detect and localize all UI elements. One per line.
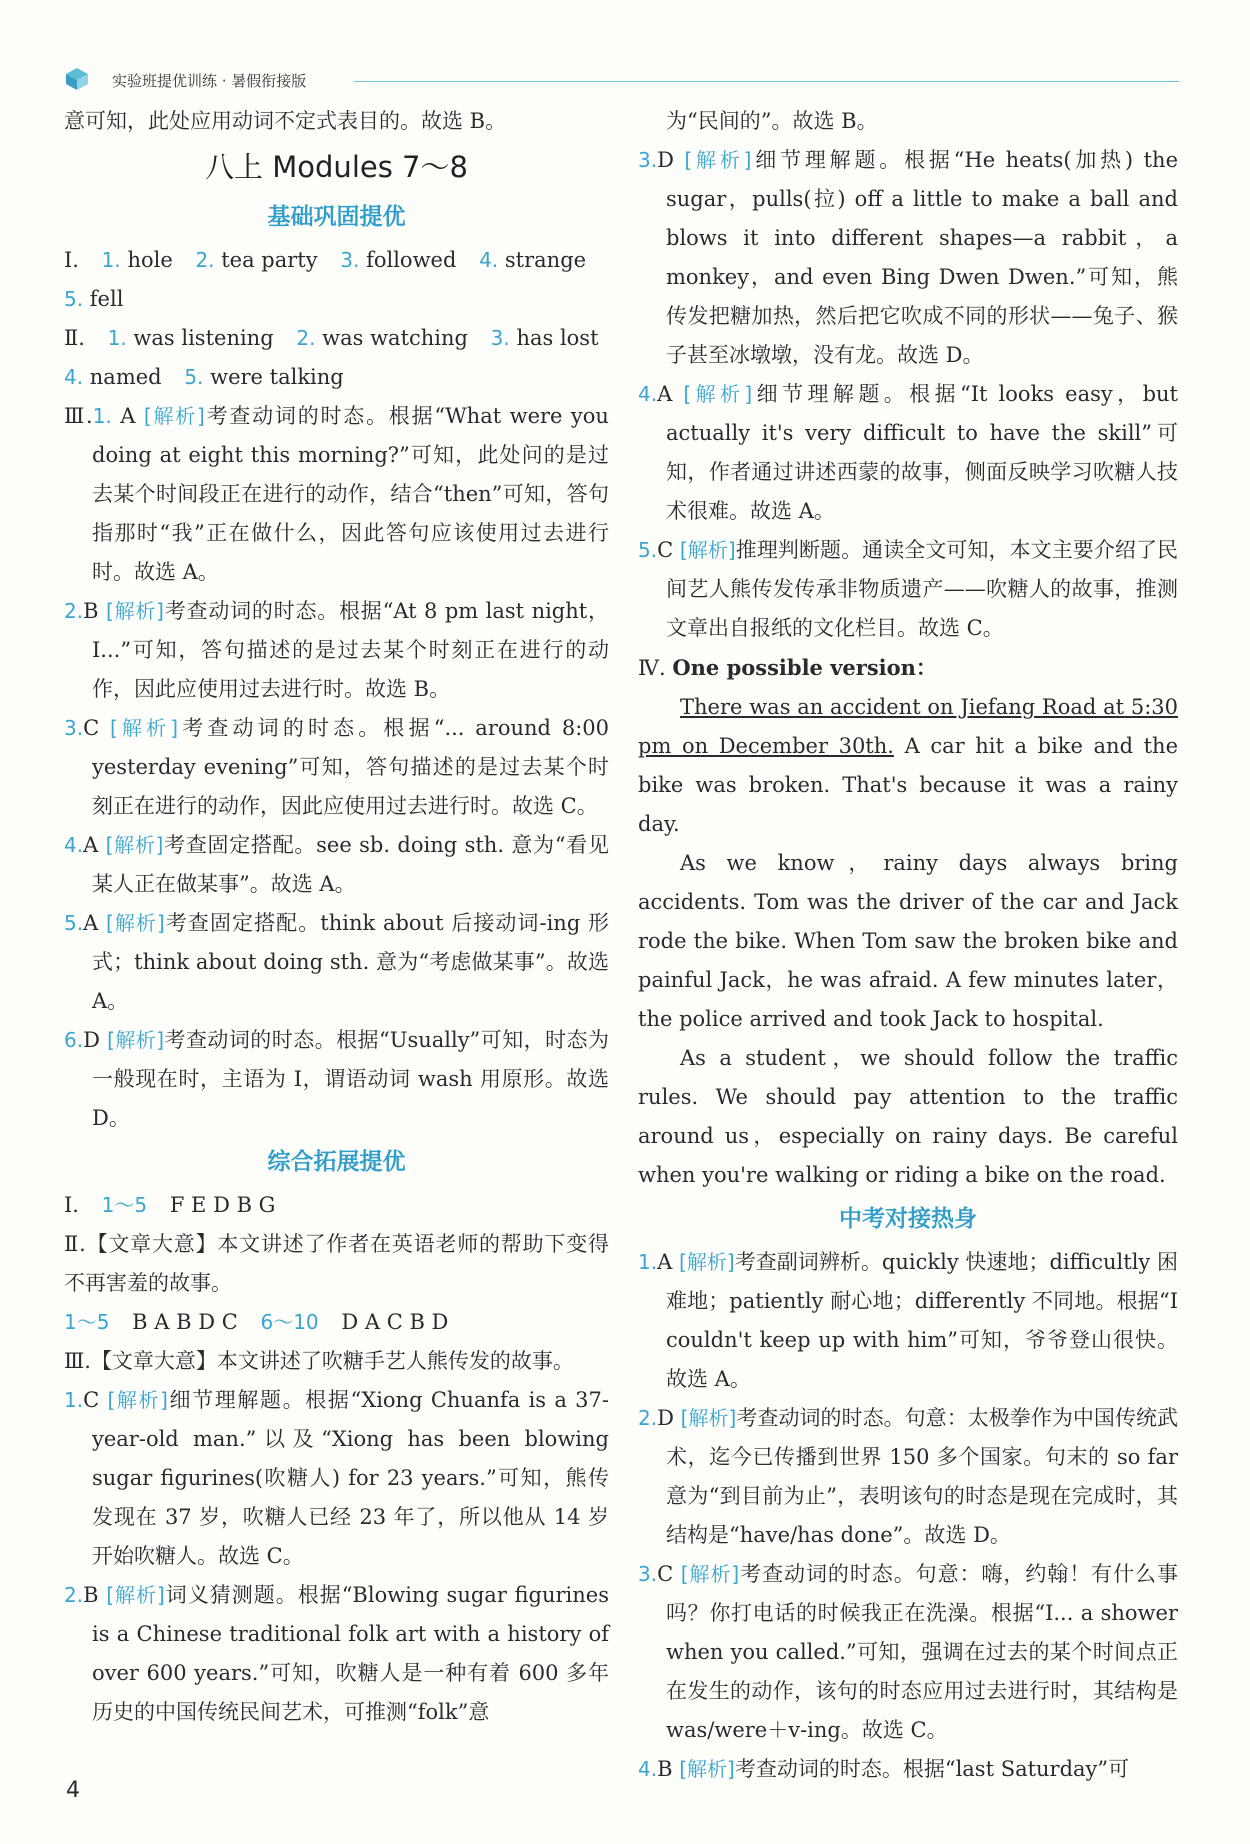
- analysis-tag: [解析]: [680, 1562, 740, 1586]
- answer: was listening: [133, 326, 274, 350]
- item-number: 3.: [340, 248, 360, 272]
- item-number: 3.: [490, 326, 510, 350]
- analysis-tag: [解析]: [110, 716, 179, 740]
- explanation: 考查固定搭配。see sb. doing sth. 意为“看见某人正在做某事”。故选 A。: [92, 833, 609, 896]
- answer: were talking: [210, 365, 344, 389]
- range: 6～10: [260, 1310, 319, 1334]
- item-number: 2.: [64, 599, 84, 623]
- answers: D A C B D: [341, 1310, 449, 1334]
- choice: A: [83, 911, 99, 935]
- explanation: 考查动词的时态。根据“At 8 pm last night，I...”可知，答句描述的是过去某个时刻正在进行的动作，因此应使用过去进行时。故选 B。: [92, 599, 609, 701]
- summary: 【文章大意】本文讲述了吹糖手艺人熊传发的故事。: [90, 1349, 574, 1373]
- choice: C: [83, 716, 100, 740]
- choice: A: [120, 404, 136, 428]
- roman-numeral: Ⅲ.: [64, 1349, 91, 1373]
- page-header: [64, 64, 1179, 98]
- roman-numeral: Ⅰ.: [64, 1193, 79, 1217]
- answer: fell: [89, 287, 124, 311]
- essay-paragraph: As a student，we should follow the traffic rules. We should pay attention to the traffic around us，especially on rainy days. Be careful when you're walking or riding a bike on the road.: [638, 1046, 1178, 1187]
- analysis-tag: [解析]: [105, 833, 164, 857]
- extended-3-item: [638, 141, 1178, 375]
- left-column: [64, 102, 609, 1732]
- item-number: 4.: [638, 382, 658, 406]
- item-number: 6.: [64, 1028, 84, 1052]
- explanation: 考查固定搭配。think about 后接动词-ing 形式；think about doing sth. 意为“考虑做某事”。故选 A。: [92, 911, 610, 1013]
- exercise-3-item: [64, 592, 609, 709]
- header-title: 实验班提优训练 · 暑假衔接版: [112, 72, 307, 90]
- exam-item: [638, 1243, 1178, 1399]
- exercise-3-item: [64, 1021, 609, 1138]
- answer: followed: [366, 248, 457, 272]
- item-number: 1.: [64, 1388, 84, 1412]
- choice: C: [657, 1562, 674, 1586]
- exam-item: [638, 1399, 1178, 1555]
- extended-3-item: [638, 531, 1178, 648]
- item-number: 5.: [64, 911, 84, 935]
- item-number: 3.: [638, 148, 658, 172]
- analysis-tag: [解析]: [106, 599, 164, 623]
- right-column: [638, 102, 1178, 1789]
- choice: D: [657, 148, 674, 172]
- analysis-tag: [解析]: [143, 404, 205, 428]
- explanation: 细节理解题。根据“He heats(加热) the sugar，pulls(拉) off a little to make a ball and blows it into different shapes—a rabbit，a monkey，and even Bing Dwen Dwen.”可知，熊传发把糖加热，然后把它吹成不同的形状——兔子、猴子甚至冰墩墩，没有龙。故选 D。: [666, 148, 1178, 367]
- extended-2: [64, 1225, 609, 1303]
- item-number: 2.: [638, 1406, 658, 1430]
- explanation: 词义猜测题。根据“Blowing sugar figurines is a Chinese traditional folk art with a history of over 600 years.”可知，吹糖人是一种有着 600 多年历史的中国传统民间艺术，可推测“folk”意: [92, 1583, 609, 1724]
- summary: 【文章大意】本文讲述了作者在英语老师的帮助下变得不再害羞的故事。: [64, 1232, 610, 1295]
- continued-line: 意可知，此处应用动词不定式表目的。故选 B。: [64, 109, 507, 133]
- essay-text: A car hit a bike and the bike was broken. That's because it was a rainy day.: [638, 734, 1179, 836]
- module-title: 八上 Modules 7～8: [205, 150, 468, 184]
- answer: has lost: [516, 326, 599, 350]
- analysis-tag: [解析]: [683, 382, 753, 406]
- answer: strange: [504, 248, 587, 272]
- extended-3-item: [64, 1576, 609, 1732]
- choice: C: [83, 1388, 100, 1412]
- item-number: 1.: [107, 326, 127, 350]
- extended-1: [64, 1186, 609, 1225]
- item-number: 3.: [638, 1562, 658, 1586]
- item-number: 2.: [64, 1583, 84, 1607]
- exam-item: [638, 1555, 1178, 1750]
- item-number: 1.: [92, 404, 112, 428]
- roman-numeral: Ⅲ.: [64, 404, 93, 428]
- choice: B: [83, 1583, 99, 1607]
- exercise-3-item: [64, 826, 609, 904]
- item-number: 1.: [101, 248, 121, 272]
- analysis-tag: [解析]: [106, 911, 165, 935]
- answers: F E D B G: [169, 1193, 276, 1217]
- page-number: 4: [66, 1778, 80, 1803]
- roman-numeral: Ⅱ.: [64, 1232, 86, 1256]
- explanation: 考查动词的时态。句意：嗨，约翰！有什么事吗？你打电话的时候我正在洗澡。根据“I... a shower when you called.”可知，强调在过去的某个时间点正在发生的动作，该句的时态应用过去进行时，其结构是 was/were＋v-ing。故选 C。: [666, 1562, 1178, 1742]
- essay-paragraph: As we know，rainy days always bring accidents. Tom was the driver of the car and Jack rode the bike. When Tom saw the broken bike and painful Jack，he was afraid. A few minutes later，the police arrived and took Jack to hospital.: [638, 851, 1178, 1031]
- item-number: 3.: [64, 716, 84, 740]
- item-number: 5.: [64, 287, 84, 311]
- analysis-tag: [解析]: [684, 148, 752, 172]
- essay-paragraph: [638, 688, 1178, 844]
- writing-heading: [638, 648, 1178, 688]
- roman-numeral: Ⅰ.: [64, 248, 79, 272]
- extended-2-answers: [64, 1303, 609, 1342]
- item-number: 5.: [184, 365, 204, 389]
- choice: B: [83, 599, 99, 623]
- explanation: 考查动词的时态。根据“What were you doing at eight this morning?”可知，此处问的是过去某个时间段正在进行的动作，结合“then”可知，答句指那时“我”正在做什么，因此答句应该使用过去进行时。故选 A。: [92, 404, 609, 584]
- exercise-3-item: [64, 904, 609, 1021]
- book-logo-icon: [64, 66, 90, 92]
- answer: hole: [127, 248, 173, 272]
- choice: A: [657, 1250, 673, 1274]
- section-title-extended: 综合拓展提优: [267, 1149, 406, 1175]
- item-number: 5.: [638, 538, 658, 562]
- explanation: 考查动词的时态。根据“Usually”可知，时态为一般现在时，主语为 I，谓语动词 wash 用原形。故选 D。: [92, 1028, 609, 1130]
- answer: tea party: [221, 248, 318, 272]
- choice: C: [657, 538, 674, 562]
- continued-line: 为“民间的”。故选 B。: [666, 109, 878, 133]
- exercise-3-item: [64, 709, 609, 826]
- choice: A: [657, 382, 673, 406]
- item-number: 2.: [296, 326, 316, 350]
- item-number: 4.: [64, 365, 84, 389]
- roman-numeral: Ⅱ.: [64, 326, 85, 350]
- exercise-1: [64, 241, 609, 319]
- choice: B: [657, 1757, 673, 1781]
- writing-label: One possible version：: [672, 655, 937, 680]
- exam-item: [638, 1750, 1178, 1789]
- item-number: 4.: [479, 248, 499, 272]
- analysis-tag: [解析]: [107, 1388, 168, 1412]
- explanation: 考查动词的时态。根据“last Saturday”可: [734, 1757, 1130, 1781]
- analysis-tag: [解析]: [680, 1406, 737, 1430]
- extended-3: [64, 1342, 609, 1381]
- range: 1～5: [64, 1310, 110, 1334]
- section-title-basic: 基础巩固提优: [267, 204, 406, 230]
- analysis-tag: [解析]: [678, 1250, 735, 1274]
- analysis-tag: [解析]: [107, 1028, 165, 1052]
- analysis-tag: [解析]: [679, 1757, 735, 1781]
- extended-3-item: [638, 375, 1178, 531]
- item-number: 4.: [638, 1757, 658, 1781]
- analysis-tag: [解析]: [106, 1583, 165, 1607]
- choice: D: [657, 1406, 674, 1430]
- essay-underlined-sentence: There was an accident on Jiefang Road at 5:30 pm on December 30th.: [638, 695, 1178, 758]
- explanation: 考查动词的时态。句意：太极拳作为中国传统武术，迄今已传播到世界 150 多个国家。句末的 so far 意为“到目前为止”，表明该句的时态是现在完成时，其结构是“have/has done”。故选 D。: [666, 1406, 1179, 1547]
- answers: B A B D C: [132, 1310, 238, 1334]
- explanation: 细节理解题。根据“It looks easy，but actually it's very difficult to have the skill”可知，作者通过讲述西蒙的故事，侧面反映学习吹糖人技术很难。故选 A。: [666, 382, 1178, 523]
- item-number: 1.: [638, 1250, 658, 1274]
- item-number: 4.: [64, 833, 84, 857]
- explanation: 推理判断题。通读全文可知，本文主要介绍了民间艺人熊传发传承非物质遗产——吹糖人的故事，推测文章出自报纸的文化栏目。故选 C。: [666, 538, 1179, 640]
- exercise-2: [64, 319, 609, 397]
- exercise-3-item: [64, 397, 609, 592]
- answer: named: [89, 365, 162, 389]
- explanation: 考查动词的时态。根据“... around 8:00 yesterday evening”可知，答句描述的是过去某个时刻正在进行的动作，因此应使用过去进行时。故选 C。: [92, 716, 609, 818]
- header-rule: [354, 81, 1179, 82]
- analysis-tag: [解析]: [679, 538, 736, 562]
- item-number: 2.: [195, 248, 215, 272]
- explanation: 细节理解题。根据“Xiong Chuanfa is a 37-year-old man.”以及“Xiong has been blowing sugar figurines(吹糖人) for 23 years.”可知，熊传发现在 37 岁，吹糖人已经 23 年了，所以他从 14 岁开始吹糖人。故选 C。: [92, 1388, 609, 1568]
- roman-numeral: Ⅳ.: [638, 656, 666, 680]
- range: 1～5: [101, 1193, 148, 1217]
- choice: D: [83, 1028, 100, 1052]
- explanation: 考查副词辨析。quickly 快速地；difficultly 困难地；patiently 耐心地；differently 不同地。根据“I couldn't keep up with him”可知，爷爷登山很快。故选 A。: [666, 1250, 1178, 1391]
- answer: was watching: [322, 326, 468, 350]
- choice: A: [83, 833, 99, 857]
- extended-3-item: [64, 1381, 609, 1576]
- section-title-exam: 中考对接热身: [839, 1206, 977, 1232]
